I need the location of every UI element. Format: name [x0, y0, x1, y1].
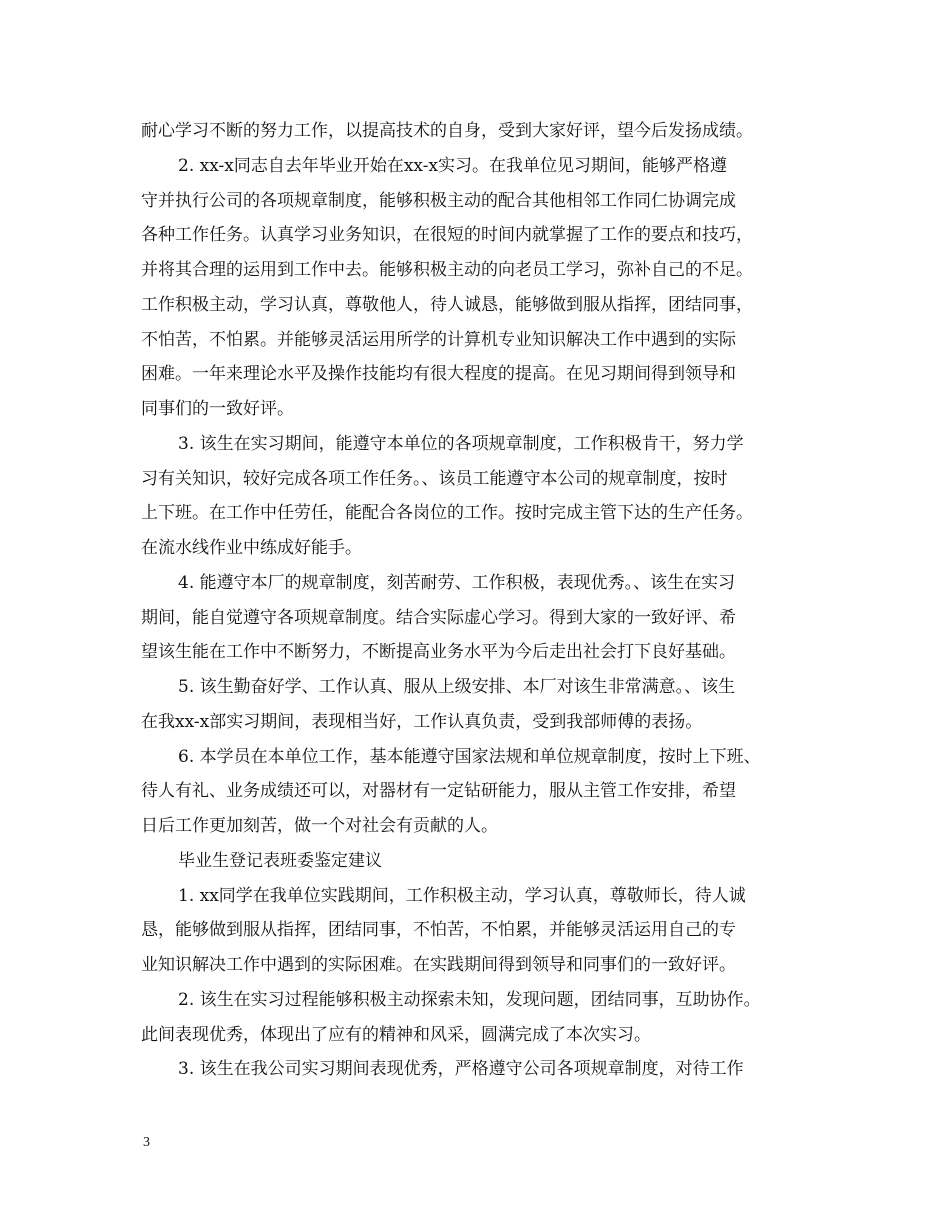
text-line: 望该生能在工作中不断努力，不断提高业务水平为今后走出社会打下良好基础。 [141, 642, 736, 663]
text-line: 此间表现优秀，体现出了应有的精神和风采，圆满完成了本次实习。 [141, 1024, 651, 1045]
text-line: 5. 该生勤奋好学、工作认真、服从上级安排、本厂对该生非常满意。、该生 [178, 677, 736, 697]
text-line: 并将其合理的运用到工作中去。能够积极主动的向老员工学习，弥补自己的不足。 [141, 260, 753, 280]
text-line: 困难。一年来理论水平及操作技能均有很大程度的提高。在见习期间得到领导和 [141, 364, 736, 385]
text-line: 习有关知识，较好完成各项工作任务。、该员工能遵守本公司的规章制度，按时 [141, 468, 728, 489]
text-line: 毕业生登记表班委鉴定建议 [178, 850, 382, 871]
text-line: 3. 该生在我公司实习期间表现优秀，严格遵守公司各项规章制度，对待工作 [178, 1059, 744, 1080]
text-line: 业知识解决工作中遇到的实际困难。在实践期间得到领导和同事们的一致好评。 [141, 955, 736, 975]
text-line: 1. xx同学在我单位实践期间，工作积极主动，学习认真，尊敬师长，待人诚 [178, 885, 746, 906]
text-line: 上下班。在工作中任劳任，能配合各岗位的工作。按时完成主管下达的生产任务。 [141, 503, 753, 524]
text-line: 同事们的一致好评。 [141, 399, 294, 419]
text-line: 2. 该生在实习过程能够积极主动探索未知，发现问题，团结同事，互助协作。 [178, 989, 761, 1010]
text-line: 各种工作任务。认真学习业务知识，在很短的时间内就掌握了工作的要点和技巧， [141, 225, 753, 246]
text-line: 恳，能够做到服从指挥，团结同事，不怕苦，不怕累，并能够灵活运用自己的专 [141, 920, 736, 941]
text-line: 日后工作更加刻苦，做一个对社会有贡献的人。 [141, 816, 498, 836]
text-line: 待人有礼、业务成绩还可以，对器材有一定钻研能力，服从主管工作安排，希望 [141, 781, 736, 802]
text-line: 耐心学习不断的努力工作，以提高技术的自身，受到大家好评，望今后发扬成绩。 [141, 121, 753, 141]
text-line: 4. 能遵守本厂的规章制度，刻苦耐劳、工作积极，表现优秀。、该生在实习 [178, 572, 736, 593]
text-line: 守并执行公司的各项规章制度，能够积极主动的配合其他相邻工作同仁协调完成 [141, 190, 736, 211]
text-line: 期间，能自觉遵守各项规章制度。结合实际虚心学习。得到大家的一致好评、希 [141, 607, 736, 628]
text-line: 在流水线作业中练成好能手。 [141, 538, 362, 558]
text-line: 在我xx-x部实习期间，表现相当好，工作认真负责，受到我部师傅的表扬。 [141, 711, 703, 732]
text-line: 工作积极主动，学习认真，尊敬他人，待人诚恳，能够做到服从指挥，团结同事， [141, 294, 753, 315]
document-body [141, 114, 813, 1087]
text-line: 6. 本学员在本单位工作，基本能遵守国家法规和单位规章制度，按时上下班、 [178, 746, 761, 767]
page-number: 3 [143, 1135, 150, 1150]
text-line: 2. xx-x同志自去年毕业开始在xx-x实习。在我单位见习期间，能够严格遵 [178, 155, 728, 176]
text-line: 3. 该生在实习期间，能遵守本单位的各项规章制度，工作积极肯干，努力学 [178, 433, 744, 454]
text-line: 不怕苦，不怕累。并能够灵活运用所学的计算机专业知识解决工作中遇到的实际 [141, 329, 736, 350]
